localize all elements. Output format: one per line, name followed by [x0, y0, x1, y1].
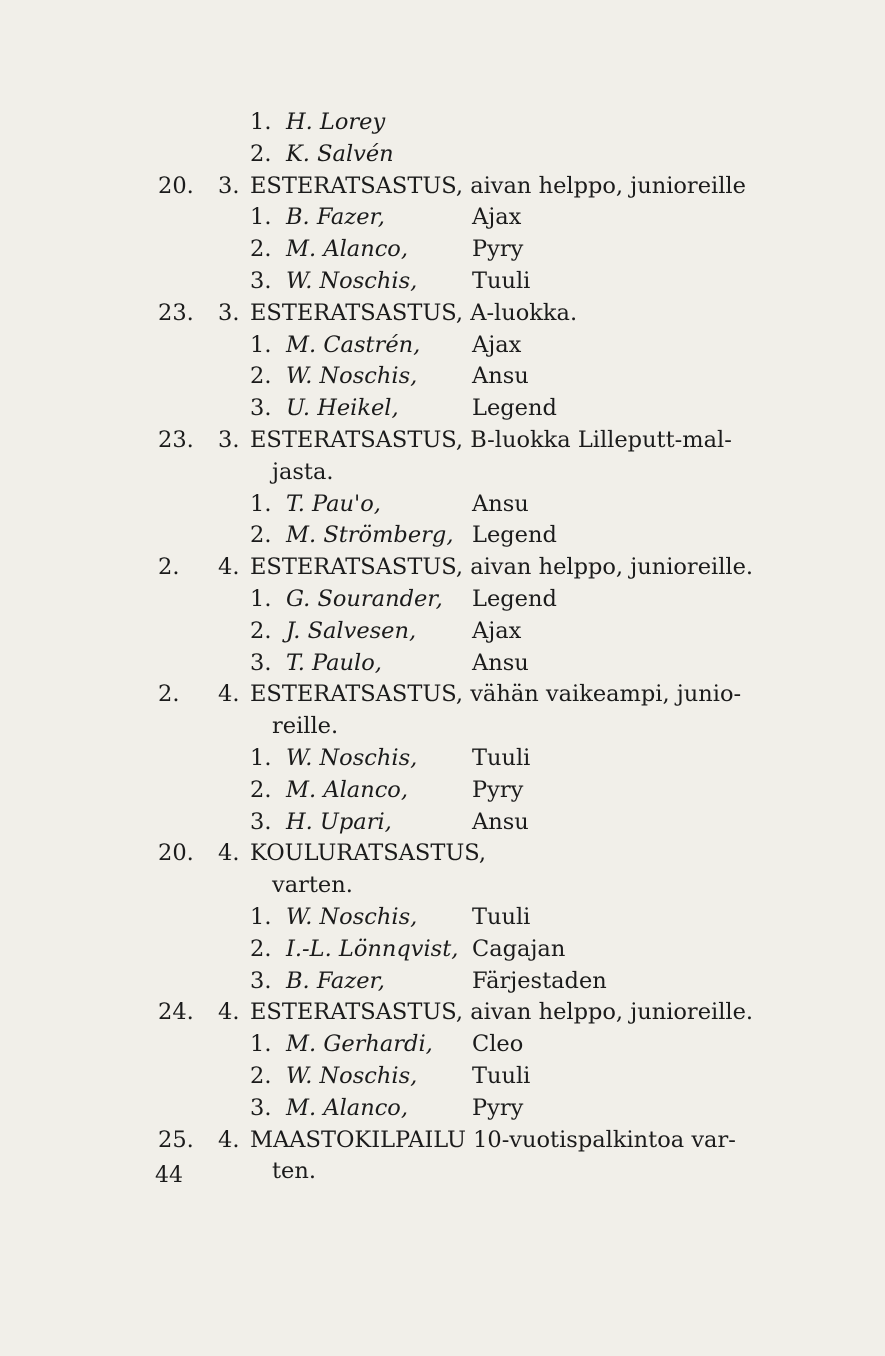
placing-number: 1. — [250, 745, 272, 771]
club-name: Pyry — [472, 776, 524, 803]
rider-name: B. Fazer, — [286, 967, 385, 994]
rider-name: I.-L. Lönnqvist, — [286, 935, 459, 962]
club-name: Tuuli — [472, 1063, 531, 1089]
club-name: Legend — [472, 522, 557, 549]
rider-name: W. Noschis, — [286, 363, 418, 390]
placing-number: 2. — [250, 617, 272, 644]
placing-number: 2. — [250, 140, 272, 167]
event-heading: KOULURATSASTUS, — [250, 840, 487, 867]
placing-number: 2. — [250, 935, 272, 962]
placing-number: 3. — [250, 268, 272, 294]
rider-name: B. Fazer, — [286, 204, 385, 231]
rider-name: M. Alanco, — [286, 1094, 408, 1121]
placing-number: 3. — [250, 649, 272, 676]
club-name: Ansu — [472, 363, 529, 390]
placing-number: 2. — [250, 363, 272, 390]
rider-name: K. Salvén — [286, 140, 394, 167]
entry-date: 2. — [158, 554, 180, 581]
placing-number: 1. — [250, 1031, 272, 1058]
club-name: Ansu — [472, 649, 529, 676]
rider-name: M. Strömberg, — [286, 522, 454, 549]
club-name: Pyry — [472, 1094, 524, 1121]
club-name: Ajax — [472, 617, 522, 644]
placing-number: 1. — [250, 109, 272, 135]
event-heading: ESTERATSASTUS, aivan helppo, junioreille. — [250, 554, 754, 581]
entry-date: 2. — [158, 681, 180, 708]
event-heading: ESTERATSASTUS, A-luokka. — [250, 299, 578, 326]
entry-month: 4. — [218, 681, 240, 708]
placing-number: 1. — [250, 904, 272, 930]
club-name: Tuuli — [472, 745, 531, 771]
club-name: Legend — [472, 586, 557, 612]
event-heading: ESTERATSASTUS, B-luokka Lilleputt-mal- — [250, 427, 732, 453]
entry-date: 23. — [158, 427, 194, 453]
club-name: Tuuli — [472, 904, 531, 930]
rider-name: H. Lorey — [286, 109, 386, 135]
rider-name: M. Gerhardi, — [286, 1031, 433, 1058]
rider-name: W. Noschis, — [286, 745, 418, 771]
entry-date: 20. — [158, 172, 194, 199]
placing-number: 3. — [250, 808, 272, 835]
rider-name: W. Noschis, — [286, 268, 418, 294]
entry-month: 3. — [218, 172, 240, 199]
placing-number: 3. — [250, 1094, 272, 1121]
rider-name: M. Alanco, — [286, 776, 408, 803]
rider-name: W. Noschis, — [286, 904, 418, 930]
page-number: 44 — [155, 1163, 183, 1188]
heading-continuation: varten. — [272, 872, 353, 899]
club-name: Tuuli — [472, 268, 531, 294]
entry-date: 20. — [158, 840, 194, 867]
placing-number: 2. — [250, 522, 272, 549]
entry-date: 24. — [158, 999, 194, 1026]
placing-number: 2. — [250, 1063, 272, 1089]
placing-number: 3. — [250, 967, 272, 994]
placing-number: 1. — [250, 204, 272, 231]
event-heading: MAASTOKILPAILU 10-vuotispalkintoa var- — [250, 1126, 736, 1153]
entry-month: 4. — [218, 840, 240, 867]
heading-continuation: reille. — [272, 713, 339, 740]
club-name: Ajax — [472, 204, 522, 231]
heading-continuation: jasta. — [272, 458, 334, 485]
club-name: Cleo — [472, 1031, 524, 1058]
placing-number: 1. — [250, 331, 272, 358]
entry-month: 3. — [218, 299, 240, 326]
rider-name: M. Castrén, — [286, 331, 421, 358]
placing-number: 1. — [250, 490, 272, 517]
placing-number: 2. — [250, 776, 272, 803]
rider-name: T. Paulo, — [286, 649, 382, 676]
club-name: Ansu — [472, 490, 529, 517]
placing-number: 3. — [250, 395, 272, 422]
placing-number: 2. — [250, 236, 272, 263]
rider-name: G. Sourander, — [286, 586, 443, 612]
event-heading: ESTERATSASTUS, vähän vaikeampi, junio- — [250, 681, 742, 708]
event-heading: ESTERATSASTUS, aivan helppo, junioreille. — [250, 999, 754, 1026]
rider-name: W. Noschis, — [286, 1063, 418, 1089]
rider-name: U. Heikel, — [286, 395, 399, 422]
entry-month: 4. — [218, 1126, 240, 1153]
club-name: Pyry — [472, 236, 524, 263]
placing-number: 1. — [250, 586, 272, 612]
heading-continuation: ten. — [272, 1158, 317, 1185]
club-name: Ansu — [472, 808, 529, 835]
club-name: Ajax — [472, 331, 522, 358]
rider-name: J. Salvesen, — [286, 617, 417, 644]
entry-month: 4. — [218, 999, 240, 1026]
rider-name: M. Alanco, — [286, 236, 408, 263]
entry-date: 25. — [158, 1126, 194, 1153]
club-name: Färjestaden — [472, 967, 607, 994]
club-name: Legend — [472, 395, 557, 422]
event-heading: ESTERATSASTUS, aivan helppo, junioreille — [250, 172, 746, 199]
entry-date: 23. — [158, 299, 194, 326]
rider-name: H. Upari, — [286, 808, 392, 835]
entry-month: 3. — [218, 427, 240, 453]
club-name: Cagajan — [472, 935, 566, 962]
rider-name: T. Pau'o, — [286, 490, 381, 517]
entry-month: 4. — [218, 554, 240, 581]
